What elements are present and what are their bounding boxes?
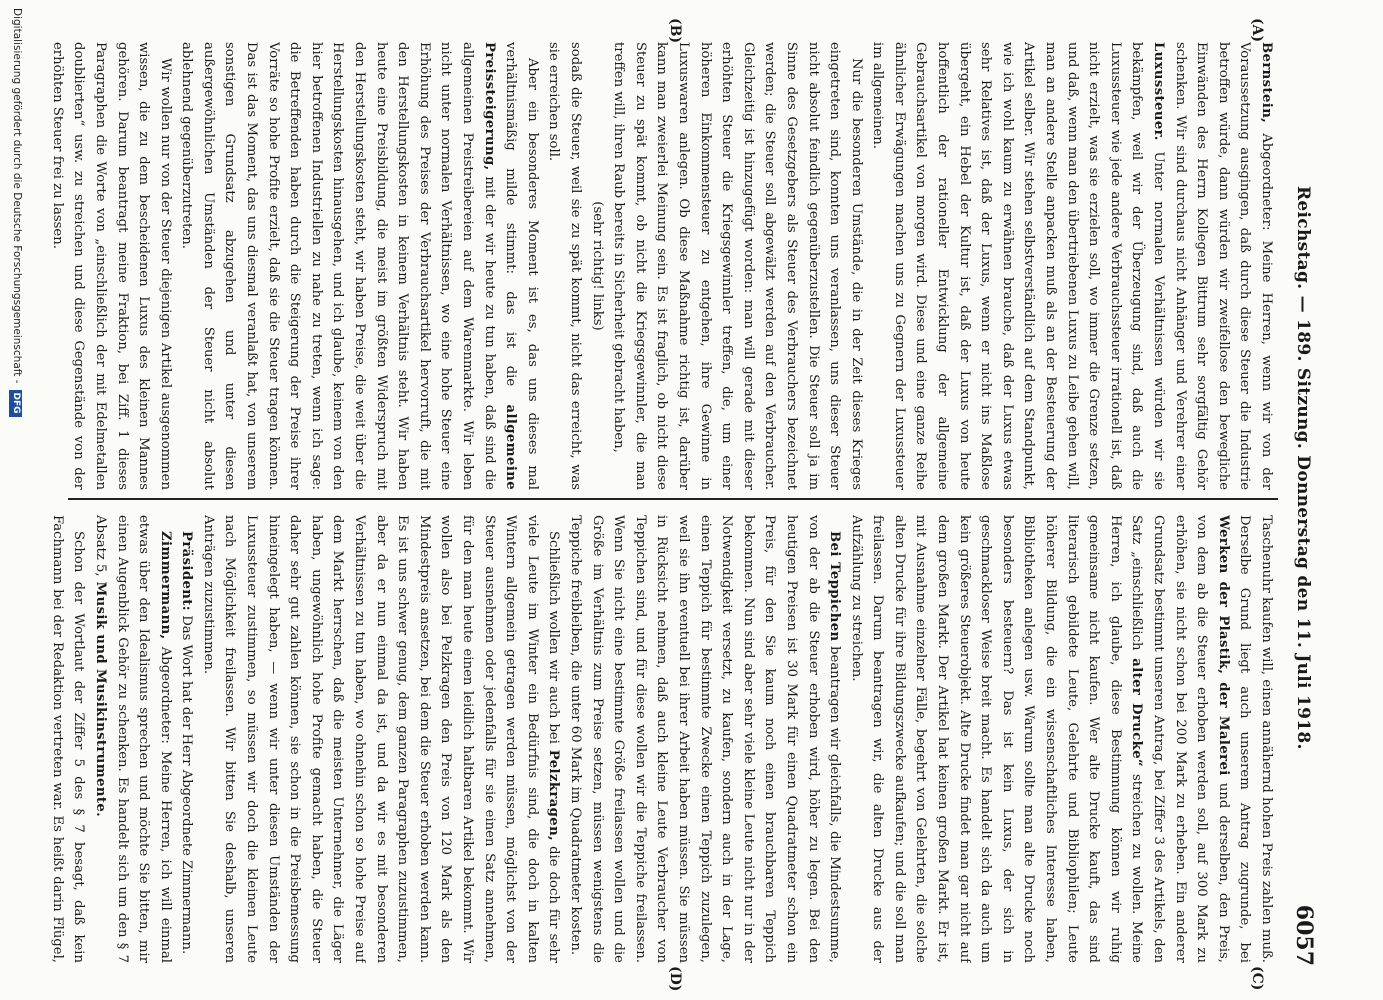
paragraph: Schließlich wollen wir auch bei Pelzkragen, die doch für sehr viele Leute im Winter ein Bedürfnis sind, die doch in kalten Wintern allgemein getragen werden müssen, möglichst von der Steuer ausnehmen oder jedenfalls für sie einen Satz annehmen, für den man heute einen leidlich haltbaren Artikel bekommt. Wir wollen also bei Pelzkragen den Preis von 120 Mark als den Mindestpreis ansetzen, bei dem die Steuer erhoben werden kann. Es ist uns schwer genug, dem ganzen Paragraphen zuzustimmen, aber da er nun einmal da ist, und da wir es mit besonderen Verhältnissen zu tun haben, wo ohnehin schon so hohe Preise auf dem Markt herrschen, daß die meisten Unternehmer, die Läger haben, ungewöhnlich hohe Profite gemacht haben, die Steuer daher sehr gut zahlen können, sie schon in die Preisbemessung hineingelegt haben, — wenn wir unter diesen Umständen der Luxussteuer zustimmen, so müssen wir doch die kleinen Leute nach Möglichkeit freilassen. Wir bitten Sie deshalb, unseren Anträgen zuzustimmen. <box>200 515 562 963</box>
speaker-name: Zimmermann, <box>157 531 173 640</box>
paragraph: Präsident: Das Wort hat der Herr Abgeordnete Zimmermann. <box>179 531 195 955</box>
credit-text: Digitalisierung gefördert durch die Deutsche Forschungsgemeinschaft - <box>11 8 23 384</box>
margin-marker-b: (B) <box>667 18 683 44</box>
margin-marker-d: (D) <box>667 966 683 992</box>
speaker-name: Bernstein, <box>1259 42 1274 124</box>
speaker-name: Präsident: <box>179 531 195 612</box>
paragraph: Zimmermann, Abgeordneter: Meine Herren, ich will einmal etwas über den Idealismus sprechen und möchte Sie bitten, mir einen Augenblick Gehör zu schenken. Es handelt sich um den § 7 Absatz 5, Musik und Musikinstrumente. <box>92 515 173 963</box>
page-number: 6057 <box>1291 904 1317 966</box>
left-column <box>47 42 1277 490</box>
dfg-logo: DFG <box>9 390 22 417</box>
margin-marker-c: (C) <box>1249 966 1265 991</box>
margin-marker-a: (A) <box>1249 18 1265 43</box>
paragraph: Bei Teppichen beantragen wir gleichfalls, die Mindestsumme, von der ab die Steuer erhoben wird, höher zu legen. Bei den heutigen Preisen ist 30 Mark für einen Quadratmeter schon ein Preis, für den Sie kaum noch einen brauchbaren Teppich bekommen. Nun sind aber sehr viele kleine Leute nicht nur in der Notwendigkeit versetzt, zu kaufen, sondern auch in der Lage, einen Teppich für bestimmte Zwecke einen Teppich zuzulegen, weil sie ihn eventuell bei ihrer Arbeit haben müssen. Sie müssen in Rücksicht nehmen, daß auch kleine Leute Verbraucher von Teppichen sind, und für diese wollen wir die Teppiche freilassen. Wenn Sie nicht eine bestimmte Größe freilassen wollen und die Größe im Verhältnis zum Preise setzen, müssen wenigstens die Teppiche freibleiben, die unter 60 Mark im Quadratmeter kosten. <box>568 515 843 963</box>
running-head: Reichstag. — 189. Sitzung. Donnerstag den 11. Juli 1918. <box>1293 186 1313 750</box>
paragraph: Nur die besonderen Umstände, die in der Zeit dieses Krieges eingetreten sind, konnten uns veranlassen, uns dieser Steuer nicht absolut feindlich gegenüberzustellen. Die Steuer soll ja im Sinne des Gesetzgebers als Steuer des Verbrauchers bezeichnet werden; die Steuer soll abgewälzt werden auf den Verbraucher. Gleichzeitig ist hinzugefügt worden: man will gerade mit dieser erhöhten Steuer die Kriegsgewinnler treffen, die, um einer höheren Einkommensteuer zu entgehen, ihre Gewinne in Luxuswaren anlegen. Ob diese Maßnahme richtig ist, darüber kann man zweierlei Meinung sein. Es ist fraglich, ob nicht diese Steuer zu spät kommt, ob nicht die Kriegsgewinnler, die man treffen will, ihren Raub bereits in Sicherheit gebracht haben, <box>611 42 864 490</box>
paragraph: sodaß die Steuer, weil sie zu spät kommt, nicht das erreicht, was sie erreichen soll. <box>546 42 583 490</box>
column-divider <box>68 498 1278 500</box>
interjection: (sehr richtig! links) <box>589 201 605 331</box>
digitization-credit <box>7 8 23 992</box>
page-header <box>1285 36 1319 966</box>
right-column <box>47 515 1277 963</box>
paragraph: Schon der Wortlaut der Ziffer 5 des § 7 besagt, daß kein Fachmann bei der Redaktion vertreten war. Es heißt darin Flügel, <box>49 515 87 963</box>
paragraph: Taschenuhr kaufen will, einen annähernd hohen Preis zahlen muß. Derselbe Grund liegt auch unserem Antrag zugrunde, bei Werken der Plastik, der Malerei und derselben, den Preis, von dem ab die Steuer erhoben werden soll, auf 300 Mark zu erhöhen, sie nicht schon bei 200 Mark zu erheben. Ein anderer Grundsatz bestimmt unseren Antrag, bei Ziffer 3 des Artikels, den Satz „einschließlich alter Drucke“ streichen zu wollen. Meine Herren, ich glaube, diese Bestimmung können wir ruhig gemeinsame nicht kaufen. Wer alte Drucke kauft, das sind literarisch gebildete Leute, Gelehrte und Bibliophilen; Leute höherer Bildung, die ein wissenschaftliches Interesse haben, Bibliotheken anlegen usw. Warum sollte man alte Drucke noch besonders besteuern? Das ist kein Luxus, der sich in geschmackloser Weise breit macht. Es handelt sich da auch um kein größeres Steuerobjekt. Alte Drucke findet man gar nicht auf dem großen Markt. Der Artikel hat keinen großen Markt. Er ist, mit Ausnahme einzelner Fälle, begehrt von Gelehrten, die solche alten Drucke für ihre Bildungszwecke aufkaufen; und die soll man freilassen. Darum beantragen wir, die alten Drucke aus der Aufzählung zu streichen. <box>848 515 1274 963</box>
paragraph: Wir wollen nur von der Steuer diejenigen Artikel ausgenommen wissen, die zu dem bescheidenen Luxus des kleinen Mannes gehören. Darum beantragt meine Fraktion, bei Ziff. 1 dieses Paragraphen die Worte von „einschließlich der mit Edelmetallen doublierten“ usw. zu streichen und diese Gegenstände von der erhöhten Steuer frei zu lassen. <box>49 42 173 490</box>
paragraph: Bernstein, Abgeordneter: Meine Herren, wenn wir von der Voraussetzung ausgingen, daß durch diese Steuer die Industrie betroffen würde, dann würden wir zweifellose den bewegliche Einwänden des Herrn Kollegen Bittrum sehr sorgfältig Gehör schenken. Wir sind durchaus nicht Anhänger und Verehrer einer Luxussteuer. Unter normalen Verhältnissen würden wir sie bekämpfen, weil wir der Überzeugung sind, daß auch die Luxussteuer wie jede andere Verbrauchssteuer irrationell ist, daß nicht erzielt, was sie erzielen soll, wo immer die Grenze setzen, und daß, wenn man den übertriebenen Luxus zu Leibe gehen will, man an andere Stelle anpacken muß als an der Besteuerung der Artikel selber. Wir stehen selbstverständlich auf dem Standpunkt, wie ich wohl kaum zu erwähnen brauche, daß der Luxus etwas sehr Relatives ist, daß der Luxus, wenn er nicht ins Maßlose übergeht, ein Hebel der Kultur ist, daß der Luxus von heute hoffentlich der rationeller Entwicklung der allgemeine Gebrauchsartikel von morgen wird. Diese und eine ganze Reihe ähnlicher Erwägungen machen uns zu Gegnern der Luxussteuer im allgemeinen. <box>870 42 1274 490</box>
paragraph: Aber ein besonderes Moment ist es, das uns dieses mal verhältnismäßig milde stimmt: das ist die allgemeine Preissteigerung, mit der wir heute zu tun haben, daß sind die allgemeinen Preistreibereien auf dem Warenmarkte. Wir leben nicht unter normalen Verhältnissen, wo eine hohe Steuer eine Erhöhung des Preises der Verbrauchsartikel hervorruft, die mit den Herstellungskosten in keinem Verhältnis steht. Wir haben heute eine Preisbildung, die meist im größten Widerspruch mit den Herstellungskosten steht, wir haben Preise, die weit über die Herstellungskosten hinausgehen, und ich glaube, keinem von den hier betroffenen Industriellen zu nahe zu treten, wenn ich sage: die Betreffenden haben durch die Steigerung der Preise ihrer Vorräte so hohe Profite erzielt, daß sie die Steuer tragen können. Das ist das Moment, das uns diesmal veranlaßt hat, von unserem sonstigen Grundsatz abzugehen und unter diesen außergewöhnlichen Umständen der Steuer nicht absolut ablehnend gegenüberzutreten. <box>179 42 540 490</box>
